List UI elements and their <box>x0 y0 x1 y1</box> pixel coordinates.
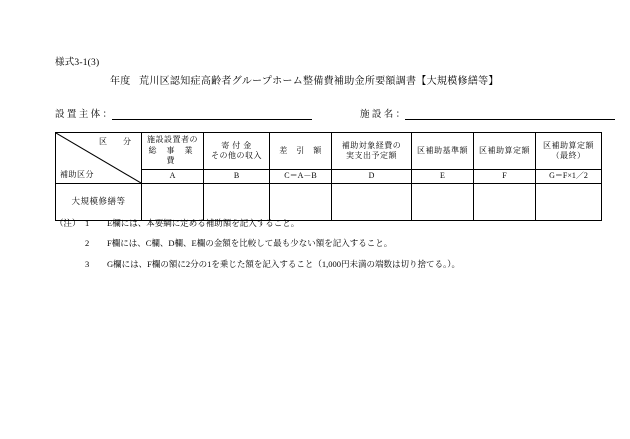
header-eligible-expense-line2: 実支出予定額 <box>346 151 397 160</box>
cell-e[interactable] <box>412 184 474 221</box>
title-year-label: 年度 <box>110 76 131 87</box>
field-installer-input[interactable] <box>112 108 312 120</box>
header-difference <box>270 133 332 170</box>
corner-label-category: 区 分 <box>99 137 135 146</box>
note-item-1 <box>55 218 585 229</box>
header-standard-subsidy <box>412 133 474 170</box>
field-facility-name-label: 施 設 名 ： <box>360 110 406 120</box>
note-3-text: G欄には、F欄の額に2分の1を乗じた額を記入すること（1,000円未満の端数は切り捨てる。）。 <box>107 258 460 269</box>
notes-prefix: （注） <box>55 218 81 228</box>
header-eligible-expense-line1: 補助対象経費の <box>341 140 402 150</box>
header-total-project-cost <box>142 133 204 170</box>
field-facility-name-input[interactable] <box>405 108 615 120</box>
header-total-project-cost-line2: 総 事 業 費 <box>148 145 197 166</box>
symbol-c: C＝A－B <box>270 170 332 184</box>
note-2-number: 2 <box>85 238 90 249</box>
header-calculated-subsidy <box>474 133 536 170</box>
row-label-major-repair: 大規模修繕等 <box>56 184 142 221</box>
header-donations-line1: 寄 付 金 <box>221 140 252 150</box>
note-3-number: 3 <box>85 258 90 269</box>
symbol-b: B <box>204 170 270 184</box>
header-donations-line2: その他の収入 <box>211 151 262 160</box>
header-final-subsidy <box>536 133 602 170</box>
corner-label-subsidy-category: 補助区分 <box>60 169 94 179</box>
header-final-subsidy-line2: （最終） <box>551 151 586 160</box>
field-installer-label: 設 置 主 体 ： <box>55 110 113 120</box>
cell-c[interactable] <box>270 184 332 221</box>
table-row <box>56 184 602 221</box>
header-donations-other-income <box>204 133 270 170</box>
symbol-d: D <box>332 170 412 184</box>
field-facility-name <box>360 106 615 120</box>
symbol-a: A <box>142 170 204 184</box>
cell-g[interactable] <box>536 184 602 221</box>
header-final-subsidy-line1: 区補助算定額 <box>543 140 594 150</box>
symbol-g: G＝F×1／2 <box>536 170 602 184</box>
symbol-f: F <box>474 170 536 184</box>
cell-d[interactable] <box>332 184 412 221</box>
note-1-number: 1 <box>85 218 90 228</box>
note-item-3 <box>55 259 585 270</box>
cell-f[interactable] <box>474 184 536 221</box>
allocation-table <box>55 132 602 221</box>
field-installer <box>55 106 312 120</box>
note-item-2 <box>55 238 585 249</box>
note-2-text: F欄には、C欄、D欄、E欄の金額を比較して最も少ない額を記入すること。 <box>107 238 393 249</box>
header-standard-subsidy-line1: 区補助基準額 <box>417 145 468 155</box>
cell-a[interactable] <box>142 184 204 221</box>
cell-b[interactable] <box>204 184 270 221</box>
symbol-e: E <box>412 170 474 184</box>
table-corner-cell <box>56 133 142 184</box>
header-total-project-cost-line1: 施設設置者の <box>147 135 198 145</box>
page-title <box>80 72 499 87</box>
note-1-text: E欄には、本要綱に定める補助額を記入すること。 <box>107 218 300 228</box>
form-number: 様式3-1(3) <box>55 58 100 68</box>
notes-section <box>55 218 585 279</box>
table-header-row <box>56 133 602 170</box>
title-text: 荒川区認知症高齢者グループホーム整備費補助金所要額調書【大規模修繕等】 <box>139 76 499 87</box>
header-calculated-subsidy-line1: 区補助算定額 <box>479 145 530 155</box>
header-eligible-expense <box>332 133 412 170</box>
header-difference-line1: 差 引 額 <box>279 145 322 155</box>
